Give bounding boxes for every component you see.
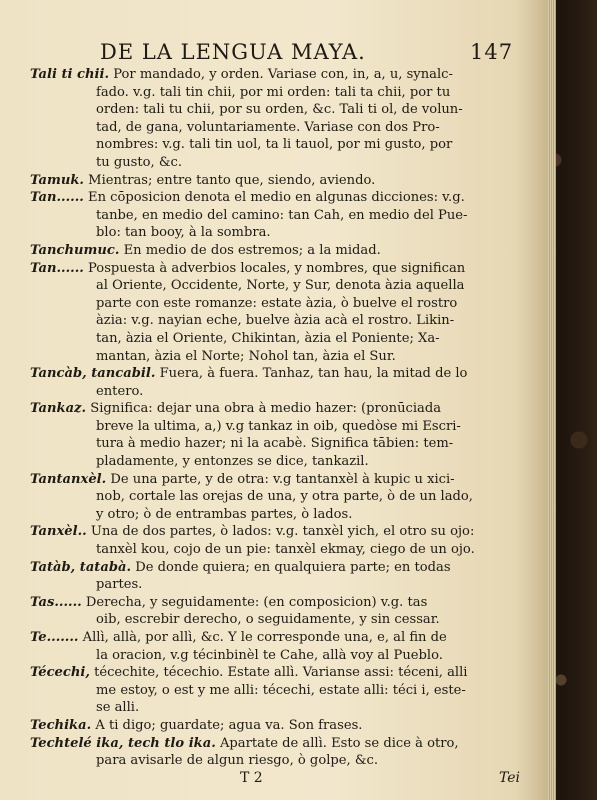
page-number: 147 — [470, 40, 514, 64]
entry-headword: Techika. — [30, 717, 92, 733]
entry-text: Allì, allà, por allì, &c. Y le corresponde una, e, al fin de — [82, 630, 447, 645]
entry-line — [30, 717, 520, 735]
entry-text: tan, àzia el Oriente, Chikintan, àzia el Poniente; Xa- — [96, 330, 440, 346]
entry-text: pladamente, y entonzes se dice, tankazil. — [96, 454, 369, 470]
dictionary-entry — [30, 66, 520, 172]
entry-text: De donde quiera; en qualquiera parte; en todas — [135, 559, 451, 575]
entry-line — [30, 312, 520, 330]
dictionary-entry — [30, 260, 520, 366]
dictionary-entry — [30, 717, 520, 735]
entry-line — [30, 136, 520, 154]
entry-line — [30, 664, 520, 682]
entry-text: Fuera, à fuera. Tanhaz, tan hau, la mitad de lo — [159, 366, 468, 382]
dictionary-entry — [30, 172, 520, 190]
entry-headword: Tantanxèl. — [30, 471, 107, 487]
catchword: Tei — [498, 770, 520, 786]
entry-line — [30, 453, 520, 471]
entry-line — [30, 682, 520, 700]
entry-line — [30, 576, 520, 594]
entry-line — [30, 101, 520, 119]
entry-line — [30, 66, 520, 84]
dictionary-entries — [30, 66, 520, 770]
entry-text: técechite, técechio. Estate allì. Varianse assi: téceni, alli — [94, 665, 468, 681]
dictionary-entry — [30, 559, 520, 594]
page-edges — [548, 0, 556, 800]
entry-text: se alli. — [96, 700, 140, 716]
entry-line — [30, 224, 520, 242]
entry-line — [30, 207, 520, 225]
signature-mark: T 2 — [240, 770, 263, 786]
entry-text: al Oriente, Occidente, Norte, y Sur, denota àzia aquella — [96, 278, 465, 294]
entry-text: Apartate de allì. Esto se dice à otro, — [219, 735, 459, 751]
dictionary-entry — [30, 594, 520, 629]
dictionary-entry — [30, 523, 520, 558]
entry-line — [30, 506, 520, 524]
entry-text: mantan, àzia el Norte; Nohol tan, àzia el Sur. — [96, 348, 396, 364]
entry-text: En medio de dos estremos; a la midad. — [123, 242, 381, 258]
entry-line — [30, 189, 520, 207]
dictionary-entry — [30, 471, 520, 524]
dictionary-entry — [30, 629, 520, 664]
entry-text: blo: tan booy, à la sombra. — [96, 225, 271, 241]
entry-line — [30, 699, 520, 717]
entry-text: A ti digo; guardate; agua va. Son frases. — [95, 717, 363, 733]
entry-line — [30, 172, 520, 190]
entry-line — [30, 559, 520, 577]
entry-line — [30, 418, 520, 436]
entry-line — [30, 611, 520, 629]
entry-text: nob, cortale las orejas de una, y otra parte, ò de un lado, — [96, 489, 473, 505]
entry-line — [30, 260, 520, 278]
entry-text: tanbe, en medio del camino: tan Cah, en medio del Pue- — [96, 207, 468, 223]
entry-text: En cōposicion denota el medio en algunas dicciones: v.g. — [88, 190, 465, 206]
entry-line — [30, 594, 520, 612]
entry-line — [30, 119, 520, 137]
entry-text: Una de dos partes, ò lados: v.g. tanxèl yich, el otro su ojo: — [90, 524, 475, 540]
entry-headword: Tancàb, tancabil. — [30, 366, 156, 382]
entry-text: Mientras; entre tanto que, siendo, aviendo. — [88, 172, 376, 188]
entry-text: àzia: v.g. nayian eche, buelve àzia acà el rostro. Likin- — [96, 313, 455, 329]
entry-headword: Tankaz. — [30, 401, 87, 417]
dictionary-entry — [30, 242, 520, 260]
entry-line — [30, 629, 520, 647]
entry-text: Significa: dejar una obra à medio hazer: (pronūciada — [90, 401, 442, 417]
dictionary-entry — [30, 365, 520, 400]
entry-text: nombres: v.g. tali tin uol, ta li tauol, por mi gusto, por — [96, 137, 453, 153]
entry-text: De una parte, y de otra: v.g tantanxèl à kupic u xici- — [110, 471, 455, 487]
entry-text: tu gusto, &c. — [96, 154, 183, 170]
running-title: DE LA LENGUA MAYA. — [100, 40, 366, 64]
entry-line — [30, 348, 520, 366]
entry-text: breve la ultima, a,) v.g tankaz in oib, quedòse mi Escri- — [96, 418, 461, 434]
entry-line — [30, 365, 520, 383]
entry-text: partes. — [96, 577, 143, 593]
entry-line — [30, 435, 520, 453]
entry-text: y otro; ò de entrambas partes, ò lados. — [96, 506, 353, 522]
entry-text: Por mandado, y orden. Variase con, in, a, u, synalc- — [113, 67, 453, 82]
entry-headword: Tanxèl.. — [30, 524, 87, 540]
entry-text: Pospuesta à adverbios locales, y nombres, que significan — [88, 260, 466, 276]
entry-line — [30, 330, 520, 348]
entry-headword: Tan...... — [30, 260, 84, 276]
dictionary-entry — [30, 735, 520, 770]
dictionary-entry — [30, 664, 520, 717]
entry-text: Derecha, y seguidamente: (en composicion) v.g. tas — [85, 594, 428, 610]
entry-line — [30, 400, 520, 418]
entry-headword: Techtelé ika, tech tlo ika. — [30, 735, 216, 751]
entry-text: me estoy, o est y me alli: técechi, estate alli: téci i, este- — [96, 682, 466, 698]
entry-text: entero. — [96, 383, 144, 399]
entry-text: para avisarle de algun riesgo, ò golpe, &c. — [96, 753, 378, 769]
entry-line — [30, 471, 520, 489]
entry-line — [30, 541, 520, 559]
entry-line — [30, 488, 520, 506]
entry-line — [30, 295, 520, 313]
entry-headword: Tas...... — [30, 594, 82, 610]
entry-headword: Tali ti chii. — [30, 67, 110, 82]
entry-line — [30, 277, 520, 295]
entry-line — [30, 647, 520, 665]
entry-line — [30, 154, 520, 172]
dictionary-entry — [30, 400, 520, 470]
entry-text: tura à medio hazer; ni la acabè. Significa tābien: tem- — [96, 436, 454, 452]
dictionary-entry — [30, 189, 520, 242]
entry-text: la oracion, v.g técinbinèl te Cahe, allà voy al Pueblo. — [96, 647, 443, 663]
entry-headword: Tanchumuc. — [30, 242, 120, 258]
entry-headword: Tan...... — [30, 190, 84, 206]
entry-headword: Técechi, — [30, 665, 90, 681]
entry-text: tad, de gana, voluntariamente. Variase con dos Pro- — [96, 119, 440, 135]
entry-line — [30, 752, 520, 770]
entry-text: tanxèl kou, cojo de un pie: tanxèl ekmay, ciego de un ojo. — [96, 542, 475, 558]
entry-headword: Tatàb, tatabà. — [30, 559, 132, 575]
entry-text: parte con este romanze: estate àzia, ò buelve el rostro — [96, 295, 458, 311]
entry-text: orden: tali tu chii, por su orden, &c. Tali ti ol, de volun- — [96, 102, 463, 118]
entry-line — [30, 84, 520, 102]
entry-text: fado. v.g. tali tin chii, por mi orden: tali ta chii, por tu — [96, 84, 451, 100]
entry-headword: Tamuk. — [30, 172, 84, 188]
entry-line — [30, 523, 520, 541]
entry-line — [30, 242, 520, 260]
page-footer — [30, 770, 520, 790]
entry-headword: Te....... — [30, 630, 79, 645]
entry-line — [30, 735, 520, 753]
entry-text: oib, escrebir derecho, o seguidamente, y sin cessar. — [96, 612, 440, 628]
entry-line — [30, 383, 520, 401]
